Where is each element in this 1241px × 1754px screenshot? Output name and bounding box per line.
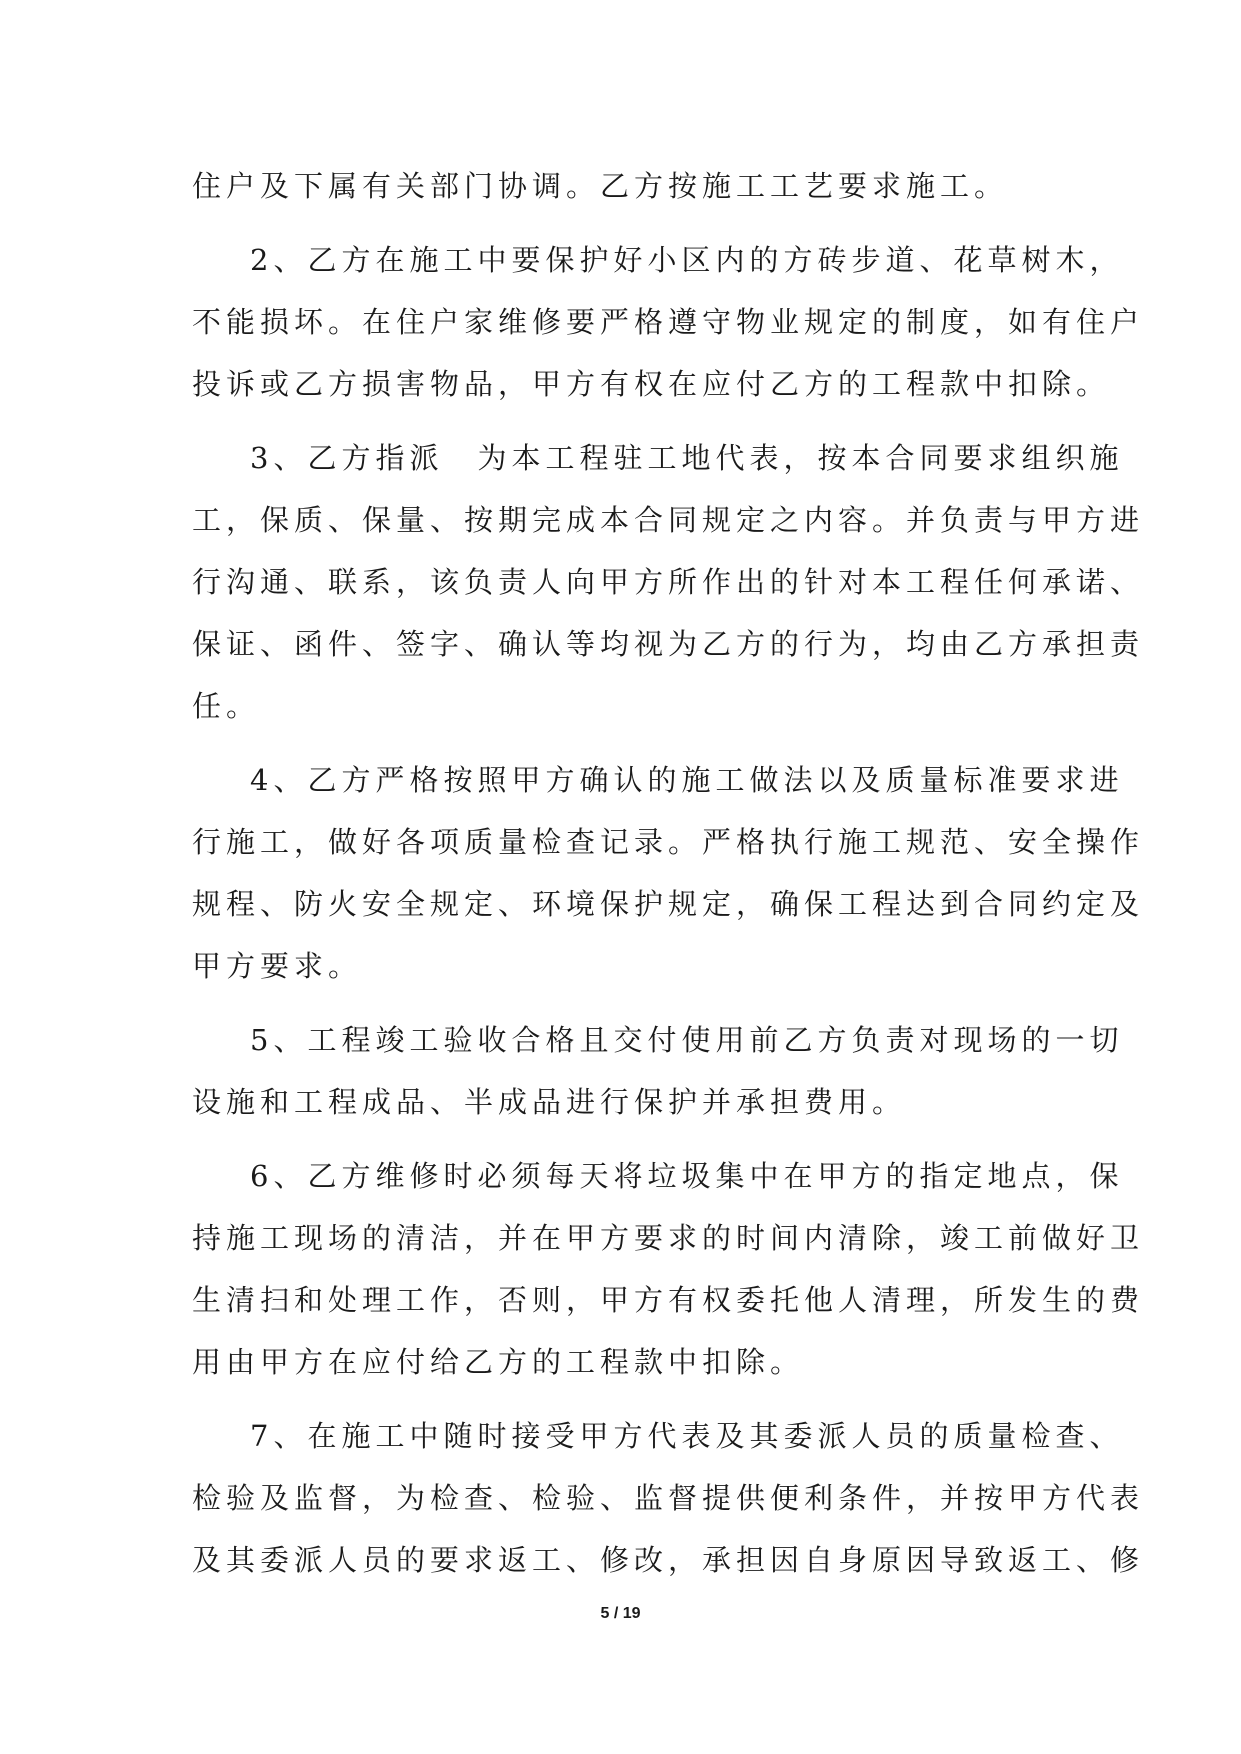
paragraph-start-line: 7、在施工中随时接受甲方代表及其委派人员的质量检查、 [250,1419,1124,1453]
paragraph-start-line: 4、乙方严格按照甲方确认的施工做法以及质量标准要求进 [250,763,1124,797]
text-line: 保证、函件、签字、确认等均视为乙方的行为，均由乙方承担责 [192,627,1145,661]
text-line: 行沟通、联系，该负责人向甲方所作出的针对本工程任何承诺、 [192,565,1145,599]
document-body [192,155,1145,1591]
paragraph-start-line: 2、乙方在施工中要保护好小区内的方砖步道、花草树木， [250,243,1124,277]
text-line: 工，保质、保量、按期完成本合同规定之内容。并负责与甲方进 [192,503,1145,537]
text-line: 投诉或乙方损害物品，甲方有权在应付乙方的工程款中扣除。 [192,367,1111,401]
text-line: 设施和工程成品、半成品进行保护并承担费用。 [192,1085,907,1119]
paragraph-start-line: 6、乙方维修时必须每天将垃圾集中在甲方的指定地点，保 [250,1159,1124,1193]
text-line: 任。 [192,689,261,723]
text-line: 持施工现场的清洁，并在甲方要求的时间内清除，竣工前做好卫 [192,1221,1145,1255]
text-line: 检验及监督，为检查、检验、监督提供便利条件，并按甲方代表 [192,1481,1145,1515]
text-line: 规程、防火安全规定、环境保护规定，确保工程达到合同约定及 [192,887,1145,921]
text-line: 不能损坏。在住户家维修要严格遵守物业规定的制度，如有住户 [192,305,1145,339]
paragraph-start-line: 3、乙方指派 为本工程驻工地代表，按本合同要求组织施 [250,441,1124,475]
page-number: 5 / 19 [600,1605,641,1622]
text-line: 及其委派人员的要求返工、修改，承担因自身原因导致返工、修 [192,1543,1145,1577]
text-line: 住户及下属有关部门协调。乙方按施工工艺要求施工。 [192,169,1009,203]
text-line: 行施工，做好各项质量检查记录。严格执行施工规范、安全操作 [192,825,1145,859]
text-line: 甲方要求。 [192,949,363,983]
paragraph-start-line: 5、工程竣工验收合格且交付使用前乙方负责对现场的一切 [250,1023,1124,1057]
text-line: 用由甲方在应付给乙方的工程款中扣除。 [192,1345,805,1379]
text-line: 生清扫和处理工作，否则，甲方有权委托他人清理，所发生的费 [192,1283,1145,1317]
